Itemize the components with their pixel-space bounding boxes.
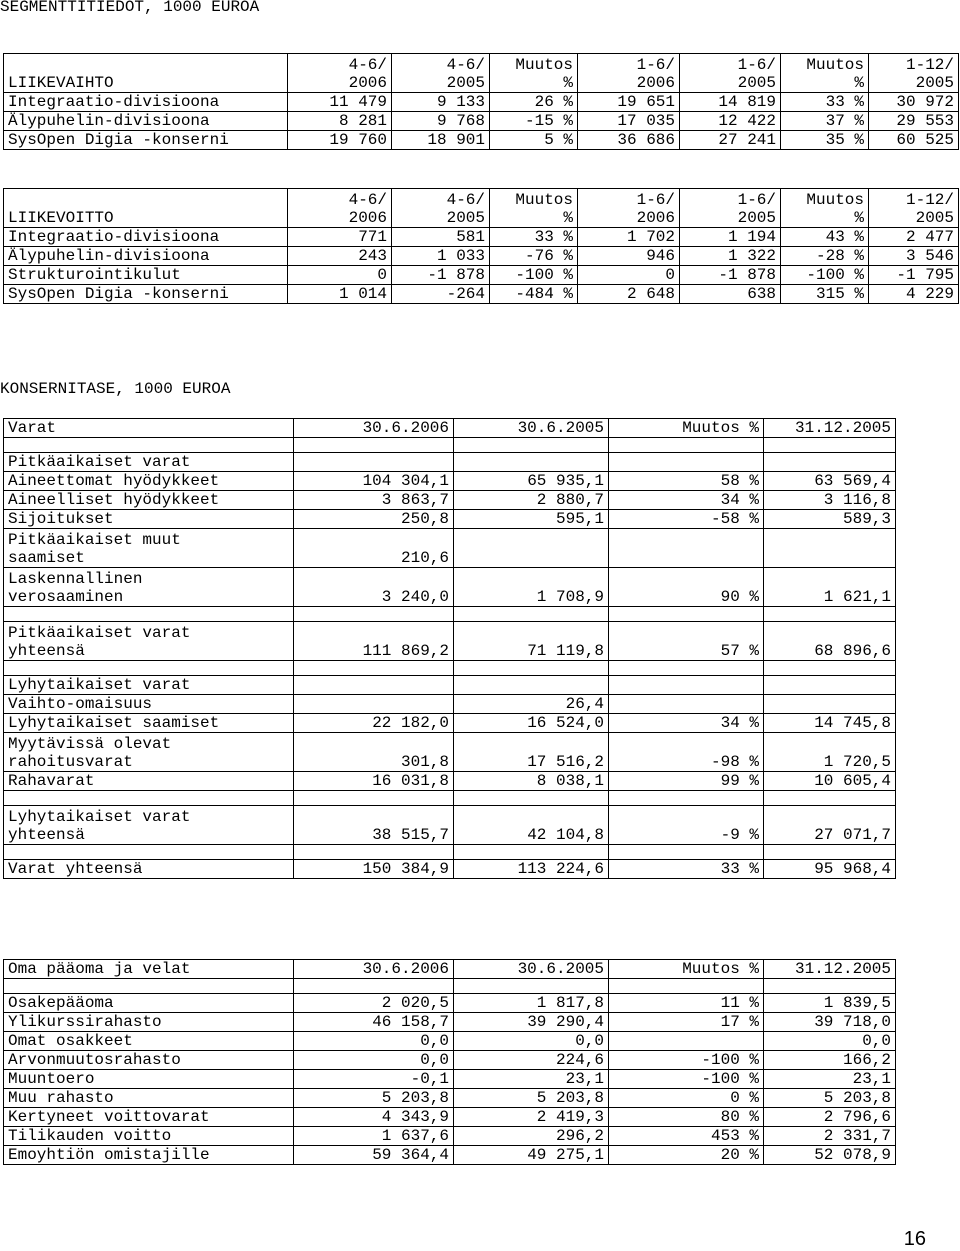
table-row xyxy=(4,1032,896,1051)
table-cell: -100 % xyxy=(781,266,869,285)
table-cell xyxy=(609,529,764,568)
table-cell xyxy=(764,695,896,714)
table-cell: 14 819 xyxy=(680,93,781,112)
table-cell: 2 020,5 xyxy=(294,994,454,1013)
page-number: 16 xyxy=(903,1228,926,1250)
table-cell: Muutos % xyxy=(490,54,578,93)
table-cell: 33 % xyxy=(490,228,578,247)
table-cell: Integraatio-divisioona xyxy=(4,228,288,247)
spacer-row xyxy=(4,607,896,622)
liikevaihto-table xyxy=(3,53,959,150)
table-cell: 30.6.2006 xyxy=(294,960,454,979)
table-cell: LIIKEVAIHTO xyxy=(4,54,288,93)
table-cell: 243 xyxy=(288,247,392,266)
table-cell: SysOpen Digia -konserni xyxy=(4,131,288,150)
table-cell xyxy=(294,453,454,472)
table-cell: 17 516,2 xyxy=(454,733,609,772)
table-cell: 0 xyxy=(578,266,680,285)
table-cell: 1-6/ 2005 xyxy=(680,189,781,228)
table-cell: 111 869,2 xyxy=(294,622,454,661)
table-cell: 16 524,0 xyxy=(454,714,609,733)
table-row xyxy=(4,247,959,266)
table-row xyxy=(4,1051,896,1070)
table-cell: 1 839,5 xyxy=(764,994,896,1013)
table-cell: 2 419,3 xyxy=(454,1108,609,1127)
table-cell: Strukturointikulut xyxy=(4,266,288,285)
table-cell: 296,2 xyxy=(454,1127,609,1146)
tase-title: KONSERNITASE, 1000 EUROA xyxy=(0,380,231,398)
table-cell: 0,0 xyxy=(294,1032,454,1051)
table-cell: 589,3 xyxy=(764,510,896,529)
table-cell: 4 343,9 xyxy=(294,1108,454,1127)
empty-cell xyxy=(454,438,609,453)
table-cell: 1 033 xyxy=(392,247,490,266)
table-cell: 5 203,8 xyxy=(294,1089,454,1108)
empty-cell xyxy=(454,791,609,806)
table-cell: 3 116,8 xyxy=(764,491,896,510)
table-cell: -100 % xyxy=(609,1070,764,1089)
empty-cell xyxy=(454,607,609,622)
table-cell: Rahavarat xyxy=(4,772,294,791)
table-cell: 1 194 xyxy=(680,228,781,247)
table-cell: 2 796,6 xyxy=(764,1108,896,1127)
empty-cell xyxy=(764,607,896,622)
empty-cell xyxy=(609,845,764,860)
empty-cell xyxy=(294,979,454,994)
table-cell: Laskennallinen verosaaminen xyxy=(4,568,294,607)
spacer-row xyxy=(4,979,896,994)
table-cell: 5 203,8 xyxy=(454,1089,609,1108)
table-row xyxy=(4,1146,896,1165)
table-cell: 946 xyxy=(578,247,680,266)
table-cell: 90 % xyxy=(609,568,764,607)
table-cell: 71 119,8 xyxy=(454,622,609,661)
varat-table xyxy=(3,418,896,879)
table-cell: 0 xyxy=(288,266,392,285)
table-cell: Ylikurssirahasto xyxy=(4,1013,294,1032)
empty-cell xyxy=(4,438,294,453)
table-cell: 16 031,8 xyxy=(294,772,454,791)
empty-cell xyxy=(4,661,294,676)
table-row xyxy=(4,1070,896,1089)
table-cell: 2 331,7 xyxy=(764,1127,896,1146)
table-cell: -9 % xyxy=(609,806,764,845)
table-cell: 19 760 xyxy=(288,131,392,150)
table-cell: 12 422 xyxy=(680,112,781,131)
table-row xyxy=(4,228,959,247)
table-cell xyxy=(454,529,609,568)
table-cell: 453 % xyxy=(609,1127,764,1146)
table-cell: 8 038,1 xyxy=(454,772,609,791)
table-cell: 9 768 xyxy=(392,112,490,131)
empty-cell xyxy=(764,438,896,453)
table-row xyxy=(4,695,896,714)
table-cell: 4 229 xyxy=(869,285,959,304)
table-cell: 771 xyxy=(288,228,392,247)
table-cell: Lyhytaikaiset varat xyxy=(4,676,294,695)
table-cell: -484 % xyxy=(490,285,578,304)
table-cell: Omat osakkeet xyxy=(4,1032,294,1051)
table-cell: LIIKEVOITTO xyxy=(4,189,288,228)
table-row xyxy=(4,453,896,472)
empty-cell xyxy=(609,438,764,453)
table-cell: SysOpen Digia -konserni xyxy=(4,285,288,304)
table-cell: 33 % xyxy=(609,860,764,879)
table-cell: 0,0 xyxy=(294,1051,454,1070)
table-cell: -58 % xyxy=(609,510,764,529)
table-cell: -100 % xyxy=(490,266,578,285)
table-cell: Pitkäaikaiset muut saamiset xyxy=(4,529,294,568)
header-row xyxy=(4,419,896,438)
table-cell: 9 133 xyxy=(392,93,490,112)
table-cell: 18 901 xyxy=(392,131,490,150)
table-cell: 3 863,7 xyxy=(294,491,454,510)
table-cell: Aineelliset hyödykkeet xyxy=(4,491,294,510)
table-cell: Lyhytaikaiset saamiset xyxy=(4,714,294,733)
table-cell: Varat yhteensä xyxy=(4,860,294,879)
table-cell: 34 % xyxy=(609,714,764,733)
table-cell: 43 % xyxy=(781,228,869,247)
table-row xyxy=(4,93,959,112)
table-cell: Muutos % xyxy=(781,189,869,228)
table-row xyxy=(4,714,896,733)
table-cell: 4-6/ 2005 xyxy=(392,189,490,228)
table-cell: Arvonmuutosrahasto xyxy=(4,1051,294,1070)
spacer-row xyxy=(4,845,896,860)
page-title: SEGMENTTITIEDOT, 1000 EUROA xyxy=(0,0,260,16)
table-cell: Varat xyxy=(4,419,294,438)
table-cell: 11 479 xyxy=(288,93,392,112)
table-cell: 1-6/ 2006 xyxy=(578,54,680,93)
table-cell: 3 240,0 xyxy=(294,568,454,607)
table-cell: -0,1 xyxy=(294,1070,454,1089)
table-row xyxy=(4,1013,896,1032)
table-cell xyxy=(294,676,454,695)
table-cell: 30 972 xyxy=(869,93,959,112)
table-cell xyxy=(294,695,454,714)
empty-cell xyxy=(4,791,294,806)
table-cell xyxy=(609,695,764,714)
table-cell: 58 % xyxy=(609,472,764,491)
table-cell: 1 322 xyxy=(680,247,781,266)
table-cell: 4-6/ 2006 xyxy=(288,189,392,228)
table-row xyxy=(4,772,896,791)
empty-cell xyxy=(764,791,896,806)
table-cell: 1 708,9 xyxy=(454,568,609,607)
table-cell: 31.12.2005 xyxy=(764,419,896,438)
table-cell: 113 224,6 xyxy=(454,860,609,879)
table-row xyxy=(4,622,896,661)
table-cell: 595,1 xyxy=(454,510,609,529)
spacer-row xyxy=(4,661,896,676)
table-cell: Tilikauden voitto xyxy=(4,1127,294,1146)
table-cell xyxy=(764,529,896,568)
table-cell: -264 xyxy=(392,285,490,304)
table-cell: 60 525 xyxy=(869,131,959,150)
table-cell: 1 637,6 xyxy=(294,1127,454,1146)
table-cell: 17 % xyxy=(609,1013,764,1032)
table-cell: 4-6/ 2005 xyxy=(392,54,490,93)
empty-cell xyxy=(294,438,454,453)
empty-cell xyxy=(764,845,896,860)
table-row xyxy=(4,112,959,131)
empty-cell xyxy=(609,979,764,994)
liikevoitto-table xyxy=(3,188,959,304)
table-cell: 99 % xyxy=(609,772,764,791)
table-cell xyxy=(454,676,609,695)
table-cell: -1 795 xyxy=(869,266,959,285)
header-row xyxy=(4,189,959,228)
empty-cell xyxy=(294,845,454,860)
table-cell: 52 078,9 xyxy=(764,1146,896,1165)
empty-cell xyxy=(4,845,294,860)
table-cell: 1 702 xyxy=(578,228,680,247)
table-cell: 68 896,6 xyxy=(764,622,896,661)
empty-cell xyxy=(764,661,896,676)
table-cell: Vaihto-omaisuus xyxy=(4,695,294,714)
table-cell: 2 880,7 xyxy=(454,491,609,510)
table-cell: 301,8 xyxy=(294,733,454,772)
table-cell: 638 xyxy=(680,285,781,304)
table-cell: 5 203,8 xyxy=(764,1089,896,1108)
table-cell: -28 % xyxy=(781,247,869,266)
table-row xyxy=(4,733,896,772)
table-cell: 10 605,4 xyxy=(764,772,896,791)
table-cell: 39 718,0 xyxy=(764,1013,896,1032)
table-cell: 57 % xyxy=(609,622,764,661)
table-cell: -1 878 xyxy=(392,266,490,285)
table-cell: 65 935,1 xyxy=(454,472,609,491)
table-row xyxy=(4,676,896,695)
table-cell: 5 % xyxy=(490,131,578,150)
table-row xyxy=(4,568,896,607)
table-cell: Myytävissä olevat rahoitusvarat xyxy=(4,733,294,772)
table-cell: 11 % xyxy=(609,994,764,1013)
table-row xyxy=(4,1108,896,1127)
spacer-row xyxy=(4,791,896,806)
table-cell: 1 720,5 xyxy=(764,733,896,772)
table-cell: Oma pääoma ja velat xyxy=(4,960,294,979)
table-cell: 39 290,4 xyxy=(454,1013,609,1032)
table-cell xyxy=(764,453,896,472)
table-cell: 19 651 xyxy=(578,93,680,112)
table-cell: 30.6.2006 xyxy=(294,419,454,438)
table-cell: Lyhytaikaiset varat yhteensä xyxy=(4,806,294,845)
table-cell: 581 xyxy=(392,228,490,247)
table-cell: 14 745,8 xyxy=(764,714,896,733)
table-cell: Osakepääoma xyxy=(4,994,294,1013)
table-cell: 35 % xyxy=(781,131,869,150)
empty-cell xyxy=(454,661,609,676)
table-cell: 0,0 xyxy=(454,1032,609,1051)
table-cell: 20 % xyxy=(609,1146,764,1165)
empty-cell xyxy=(609,607,764,622)
table-cell: 1 621,1 xyxy=(764,568,896,607)
table-cell: 63 569,4 xyxy=(764,472,896,491)
table-cell: 37 % xyxy=(781,112,869,131)
table-cell: Muutos % xyxy=(490,189,578,228)
table-cell: 30.6.2005 xyxy=(454,419,609,438)
empty-cell xyxy=(294,791,454,806)
table-cell: Älypuhelin-divisioona xyxy=(4,112,288,131)
table-cell: 3 546 xyxy=(869,247,959,266)
table-row xyxy=(4,994,896,1013)
table-cell: 210,6 xyxy=(294,529,454,568)
table-cell xyxy=(454,453,609,472)
table-cell: 150 384,9 xyxy=(294,860,454,879)
table-cell: 1-12/ 2005 xyxy=(869,189,959,228)
table-cell xyxy=(609,1032,764,1051)
table-cell: Älypuhelin-divisioona xyxy=(4,247,288,266)
table-cell: 27 241 xyxy=(680,131,781,150)
table-row xyxy=(4,510,896,529)
table-cell: Pitkäaikaiset varat xyxy=(4,453,294,472)
table-cell: 27 071,7 xyxy=(764,806,896,845)
empty-cell xyxy=(609,661,764,676)
table-cell: 26,4 xyxy=(454,695,609,714)
table-cell: 315 % xyxy=(781,285,869,304)
table-cell: 4-6/ 2006 xyxy=(288,54,392,93)
table-cell: Muutos % xyxy=(609,419,764,438)
table-cell: 34 % xyxy=(609,491,764,510)
header-row xyxy=(4,54,959,93)
table-cell: 26 % xyxy=(490,93,578,112)
table-row xyxy=(4,806,896,845)
table-row xyxy=(4,285,959,304)
table-cell: 0,0 xyxy=(764,1032,896,1051)
table-cell: -98 % xyxy=(609,733,764,772)
empty-cell xyxy=(609,791,764,806)
empty-cell xyxy=(294,607,454,622)
empty-cell xyxy=(4,607,294,622)
table-cell: 1-12/ 2005 xyxy=(869,54,959,93)
table-cell: 38 515,7 xyxy=(294,806,454,845)
table-cell: 33 % xyxy=(781,93,869,112)
table-cell: 8 281 xyxy=(288,112,392,131)
empty-cell xyxy=(294,661,454,676)
table-cell: 49 275,1 xyxy=(454,1146,609,1165)
table-cell: Pitkäaikaiset varat yhteensä xyxy=(4,622,294,661)
table-cell: 1-6/ 2006 xyxy=(578,189,680,228)
empty-cell xyxy=(454,845,609,860)
table-cell: 95 968,4 xyxy=(764,860,896,879)
table-cell: -15 % xyxy=(490,112,578,131)
table-row xyxy=(4,266,959,285)
table-row xyxy=(4,1089,896,1108)
table-cell: 30.6.2005 xyxy=(454,960,609,979)
table-row xyxy=(4,491,896,510)
spacer-row xyxy=(4,438,896,453)
table-cell xyxy=(609,453,764,472)
table-cell: Muutos % xyxy=(781,54,869,93)
table-cell: 17 035 xyxy=(578,112,680,131)
table-cell: -100 % xyxy=(609,1051,764,1070)
table-cell: 46 158,7 xyxy=(294,1013,454,1032)
table-cell: 42 104,8 xyxy=(454,806,609,845)
table-cell: Sijoitukset xyxy=(4,510,294,529)
table-cell: 104 304,1 xyxy=(294,472,454,491)
table-cell: 29 553 xyxy=(869,112,959,131)
table-cell xyxy=(764,676,896,695)
table-cell: -1 878 xyxy=(680,266,781,285)
table-cell: Muu rahasto xyxy=(4,1089,294,1108)
table-cell: 1 817,8 xyxy=(454,994,609,1013)
table-row xyxy=(4,1127,896,1146)
header-row xyxy=(4,960,896,979)
table-cell: 23,1 xyxy=(764,1070,896,1089)
table-cell: Muuntoero xyxy=(4,1070,294,1089)
table-cell: Integraatio-divisioona xyxy=(4,93,288,112)
table-row xyxy=(4,529,896,568)
empty-cell xyxy=(764,979,896,994)
table-cell: 250,8 xyxy=(294,510,454,529)
table-cell: 80 % xyxy=(609,1108,764,1127)
table-cell: 23,1 xyxy=(454,1070,609,1089)
table-row xyxy=(4,472,896,491)
table-cell: Aineettomat hyödykkeet xyxy=(4,472,294,491)
table-cell: 0 % xyxy=(609,1089,764,1108)
table-cell: 59 364,4 xyxy=(294,1146,454,1165)
table-cell: 166,2 xyxy=(764,1051,896,1070)
table-cell: 2 477 xyxy=(869,228,959,247)
table-cell: 1-6/ 2005 xyxy=(680,54,781,93)
table-cell: Muutos % xyxy=(609,960,764,979)
empty-cell xyxy=(454,979,609,994)
table-cell: 1 014 xyxy=(288,285,392,304)
table-cell: -76 % xyxy=(490,247,578,266)
table-cell xyxy=(609,676,764,695)
table-cell: 2 648 xyxy=(578,285,680,304)
table-cell: 224,6 xyxy=(454,1051,609,1070)
table-cell: 31.12.2005 xyxy=(764,960,896,979)
table-cell: Emoyhtiön omistajille xyxy=(4,1146,294,1165)
table-cell: Kertyneet voittovarat xyxy=(4,1108,294,1127)
table-row xyxy=(4,860,896,879)
oma-paaoma-table xyxy=(3,959,896,1165)
empty-cell xyxy=(4,979,294,994)
table-cell: 22 182,0 xyxy=(294,714,454,733)
table-cell: 36 686 xyxy=(578,131,680,150)
table-row xyxy=(4,131,959,150)
